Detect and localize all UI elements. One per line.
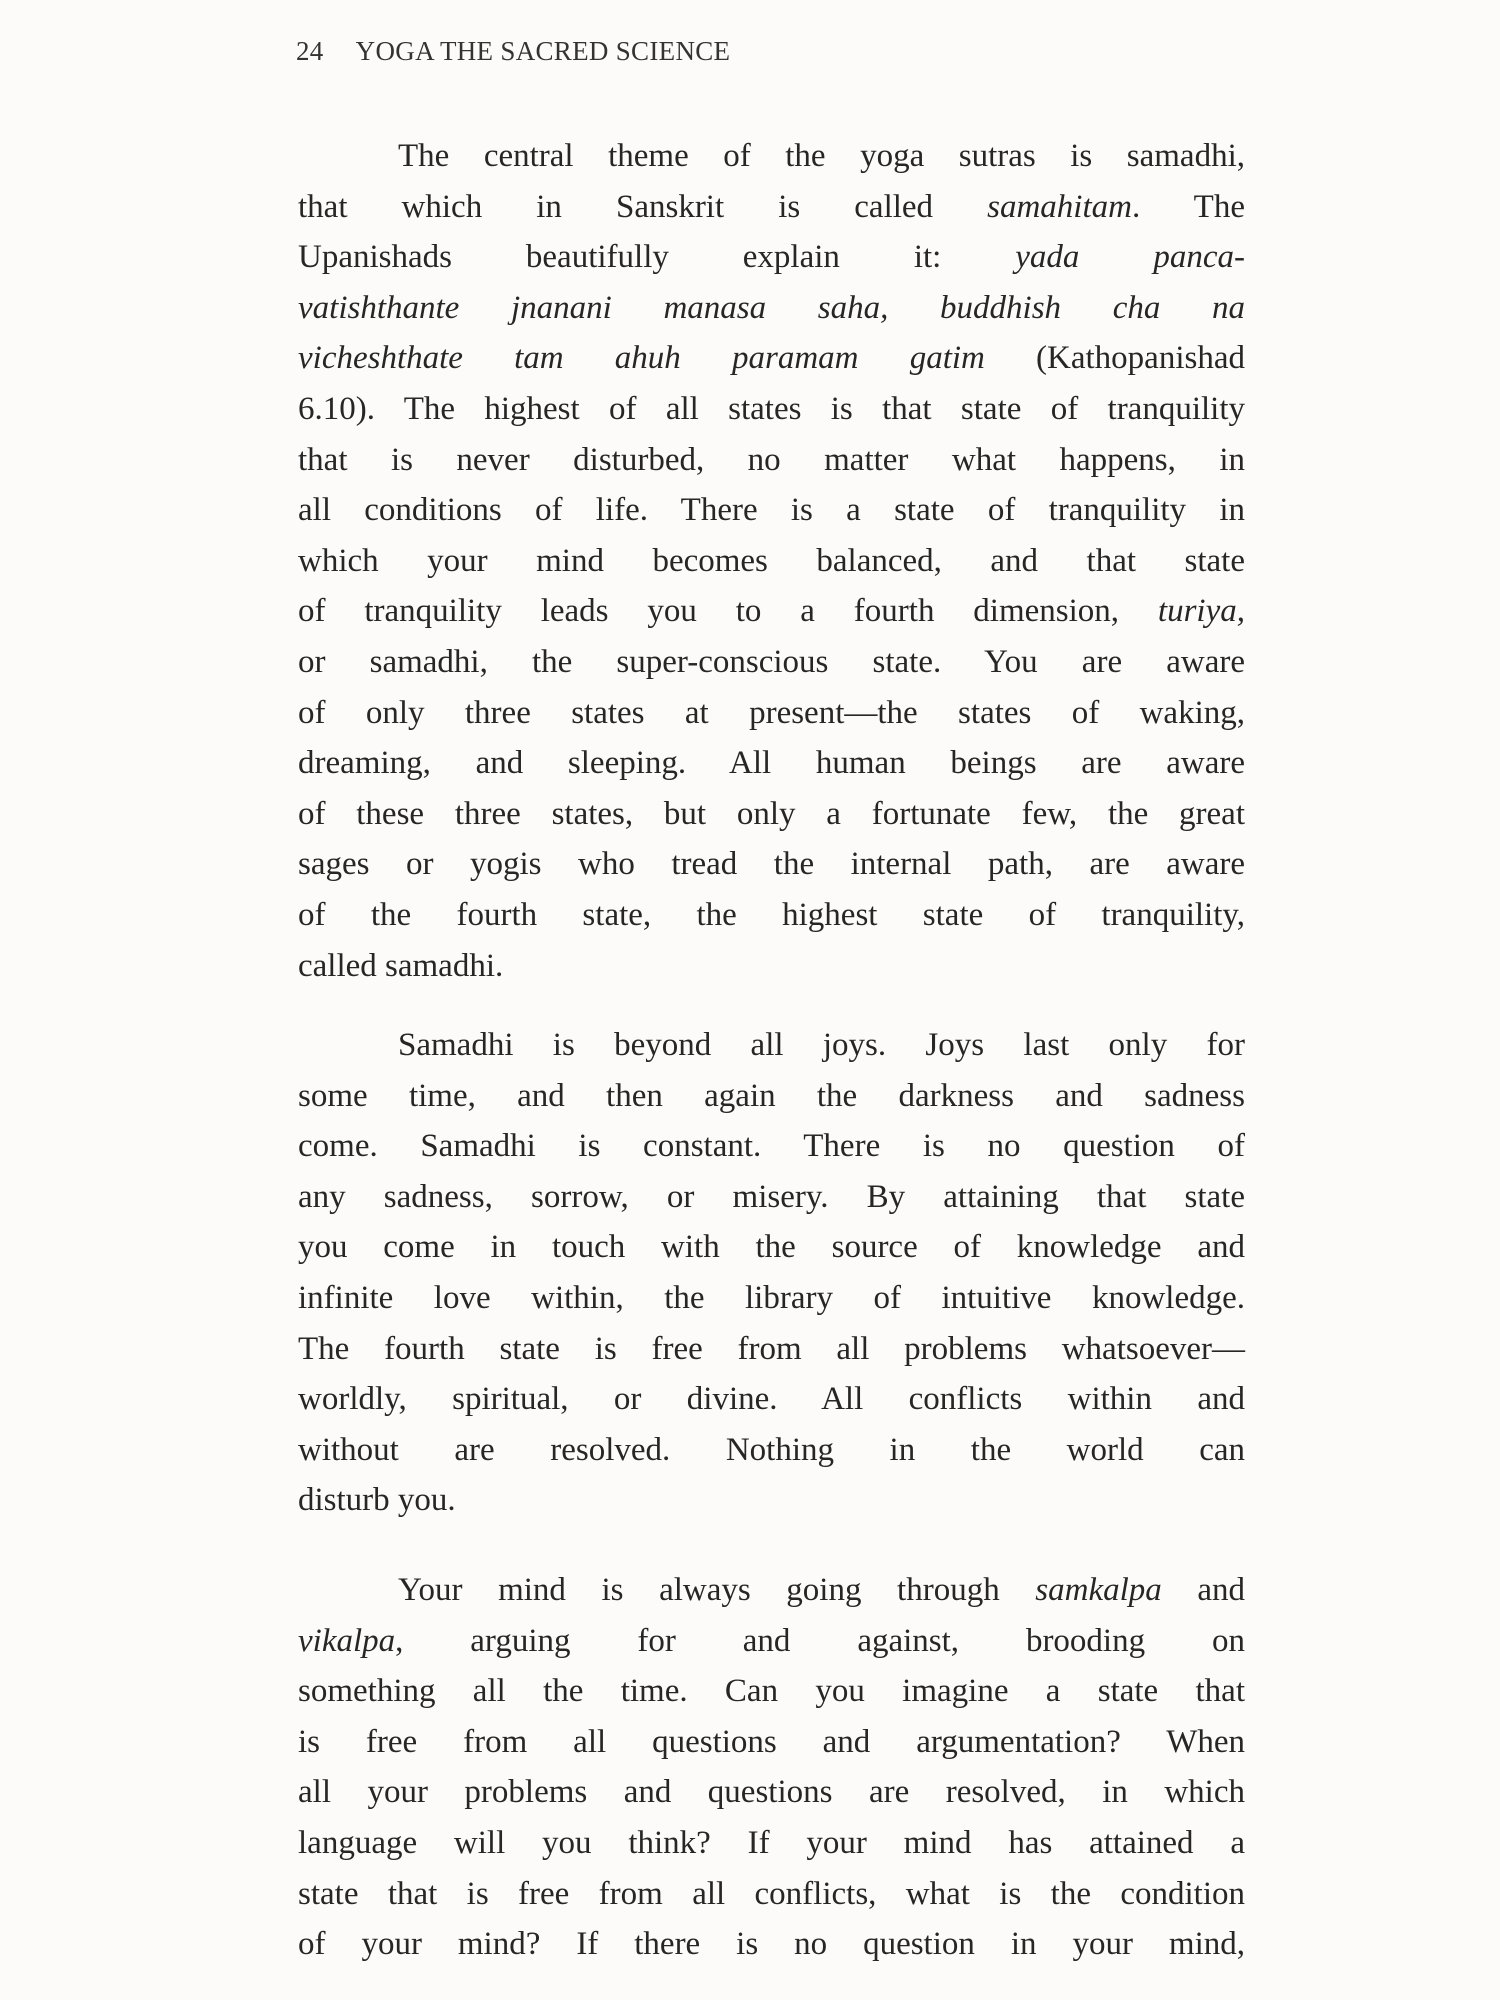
text-line	[298, 1919, 1245, 1970]
text-line	[298, 839, 1245, 890]
text-segment: The fourth state is free from all problems whatsoever—	[298, 1330, 1245, 1367]
text-line	[298, 1717, 1245, 1768]
text-line	[298, 182, 1245, 233]
text-segment: language will you think? If your mind has attained a	[298, 1824, 1245, 1861]
text-line	[298, 1324, 1245, 1375]
text-line	[298, 536, 1245, 587]
text-line	[298, 1666, 1245, 1717]
text-segment: some time, and then again the darkness and sadness	[298, 1077, 1245, 1114]
paragraph-2	[298, 1020, 1245, 1526]
text-segment: . The	[1131, 188, 1245, 225]
text-segment: The central theme of the yoga sutras is samadhi,	[398, 138, 1245, 174]
text-segment: 6.10). The highest of all states is that state of tranquility	[298, 390, 1245, 427]
text-segment: sages or yogis who tread the internal path, are aware	[298, 846, 1245, 883]
italic-term: samkalpa	[1035, 1572, 1162, 1608]
text-segment: and	[1161, 1572, 1246, 1608]
text-segment: disturb you.	[298, 1482, 456, 1519]
text-line	[298, 1425, 1245, 1476]
text-segment: of tranquility leads you to a fourth dimension,	[298, 593, 1158, 630]
text-line	[298, 586, 1245, 637]
text-segment: (Kathopanishad	[984, 340, 1245, 377]
text-line	[298, 1172, 1245, 1223]
italic-term: turiya,	[1157, 593, 1245, 630]
text-segment: that is never disturbed, no matter what happens, in	[298, 441, 1245, 478]
text-segment: or samadhi, the super-conscious state. You are aware	[298, 643, 1245, 680]
text-line	[298, 738, 1245, 789]
italic-term: vikalpa	[298, 1622, 396, 1659]
text-segment: of the fourth state, the highest state of tranquility,	[298, 896, 1245, 933]
text-line	[298, 1818, 1245, 1869]
text-segment: of only three states at present—the states of waking,	[298, 694, 1245, 731]
text-segment: dreaming, and sleeping. All human beings are aware	[298, 745, 1245, 782]
text-segment: called samadhi.	[298, 947, 504, 984]
text-line	[298, 485, 1245, 536]
text-line	[298, 131, 1245, 182]
paragraph-1	[298, 131, 1245, 991]
text-line	[298, 384, 1245, 435]
text-line	[298, 232, 1245, 283]
text-segment: infinite love within, the library of intuitive knowledge.	[298, 1279, 1245, 1316]
text-segment: which your mind becomes balanced, and that state	[298, 542, 1245, 579]
text-line	[298, 890, 1245, 941]
text-segment: of your mind? If there is no question in your mind,	[298, 1926, 1245, 1963]
text-segment: state that is free from all conflicts, what is the condition	[298, 1875, 1245, 1912]
italic-term: samahitam	[987, 188, 1132, 225]
text-segment: all your problems and questions are resolved, in which	[298, 1774, 1245, 1811]
text-line	[298, 688, 1245, 739]
text-line	[298, 1020, 1245, 1071]
text-segment: Samadhi is beyond all joys. Joys last only for	[398, 1027, 1245, 1063]
text-segment: Upanishads beautifully explain it:	[298, 239, 1016, 276]
text-line	[298, 637, 1245, 688]
text-segment: all conditions of life. There is a state of tranquility in	[298, 492, 1245, 529]
paragraph-3	[298, 1565, 1245, 1970]
running-title: YOGA THE SACRED SCIENCE	[355, 36, 731, 66]
text-line	[298, 1767, 1245, 1818]
text-segment: you come in touch with the source of knowledge and	[298, 1229, 1245, 1266]
text-segment: come. Samadhi is constant. There is no question of	[298, 1128, 1245, 1165]
italic-term: vatishthante jnanani manasa saha, buddhish cha na	[298, 289, 1245, 326]
page-number: 24	[296, 36, 324, 66]
text-line	[298, 1273, 1245, 1324]
text-segment: of these three states, but only a fortunate few, the great	[298, 795, 1245, 832]
text-line	[298, 1616, 1245, 1667]
text-line	[298, 435, 1245, 486]
text-segment: any sadness, sorrow, or misery. By attaining that state	[298, 1178, 1245, 1215]
italic-term: yada panca-	[1015, 239, 1245, 276]
text-segment: Your mind is always going through	[398, 1572, 1036, 1608]
text-segment: without are resolved. Nothing in the world can	[298, 1431, 1245, 1468]
text-segment: is free from all questions and argumentation? When	[298, 1723, 1245, 1760]
text-line	[298, 333, 1245, 384]
text-line	[298, 1071, 1245, 1122]
running-header	[296, 36, 730, 67]
text-line	[298, 789, 1245, 840]
text-segment: , arguing for and against, brooding on	[395, 1622, 1245, 1659]
italic-term: vicheshthate tam ahuh paramam gatim	[298, 340, 985, 377]
text-segment: worldly, spiritual, or divine. All conflicts within and	[298, 1381, 1245, 1418]
text-segment: something all the time. Can you imagine a state that	[298, 1673, 1245, 1710]
text-segment: that which in Sanskrit is called	[298, 188, 988, 225]
text-line	[298, 941, 1245, 992]
text-line	[298, 283, 1245, 334]
text-line	[298, 1565, 1245, 1616]
text-line	[298, 1374, 1245, 1425]
text-line	[298, 1475, 1245, 1526]
text-line	[298, 1121, 1245, 1172]
text-line	[298, 1222, 1245, 1273]
text-line	[298, 1869, 1245, 1920]
